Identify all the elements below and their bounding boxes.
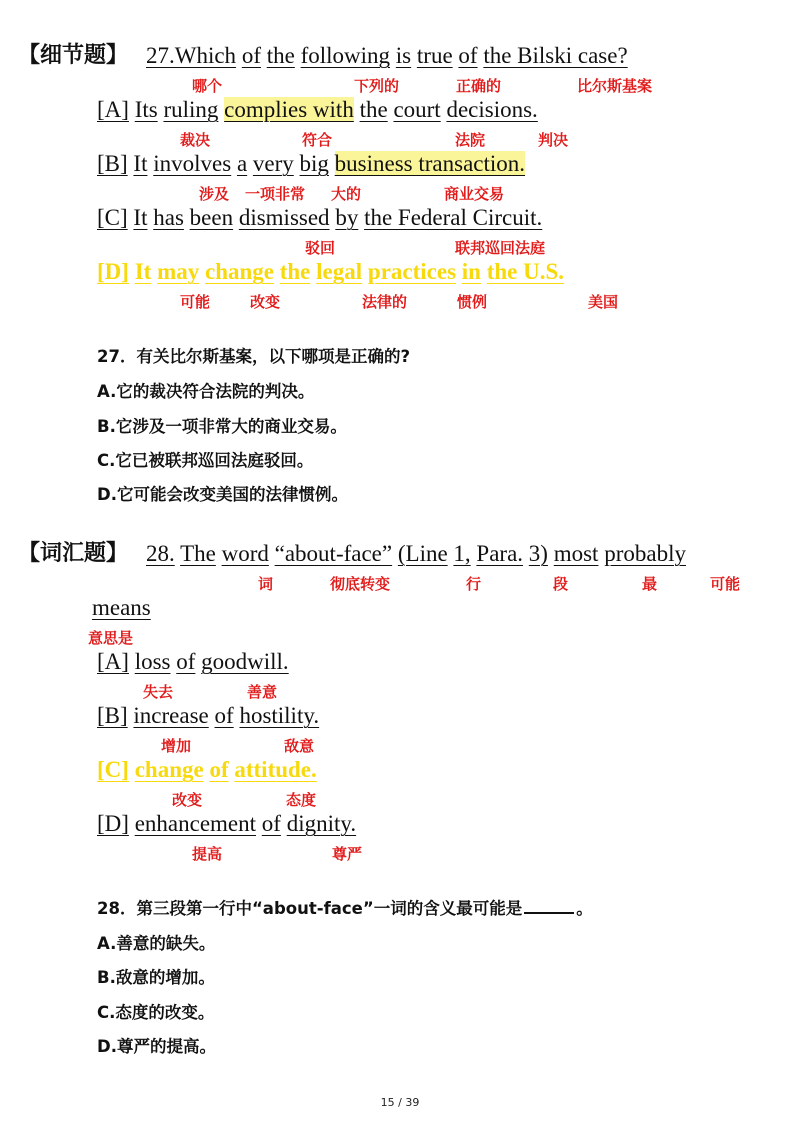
translation-27-option-b: B.它涉及一项非常大的商业交易。	[97, 417, 347, 436]
question-28-stem-continued: means	[92, 595, 151, 620]
word: the Bilski case?	[483, 43, 628, 68]
gloss-note: 态度	[286, 791, 317, 809]
gloss-note: 正确的	[456, 77, 502, 95]
translation-27-title: 27．有关比尔斯基案，以下哪项是正确的?	[97, 347, 411, 366]
gloss-note: 敌意	[284, 737, 315, 755]
translation-27-option-d: D.它可能会改变美国的法律惯例。	[97, 485, 348, 504]
gloss-note: 可能	[710, 575, 741, 593]
option-27-c: [C] It has been dismissed by the Federal Circuit.	[97, 205, 543, 230]
translation-28-option-c: C.态度的改变。	[97, 1003, 215, 1022]
option-27-b: [B] It involves a very big business transaction.	[97, 151, 526, 176]
gloss-note: 裁决	[180, 131, 211, 149]
option-28-b: [B] increase of hostility.	[97, 703, 320, 728]
gloss-note: 最	[642, 575, 658, 593]
option-28-c-correct: [C] change of attitude.	[97, 757, 317, 782]
answer-blank	[524, 898, 574, 914]
gloss-note: 美国	[588, 293, 619, 311]
word: of	[458, 43, 478, 68]
translation-28-option-b: B.敌意的增加。	[97, 968, 215, 987]
gloss-note: 哪个	[192, 77, 223, 95]
question-type-tag-detail: 【细节题】	[18, 43, 129, 68]
gloss-note: 驳回	[305, 239, 336, 257]
option-28-a: [A] loss of goodwill.	[97, 649, 289, 674]
gloss-note: 提高	[192, 845, 223, 863]
gloss-note: 大的	[331, 185, 362, 203]
gloss-note: 可能	[180, 293, 211, 311]
word: true	[416, 43, 453, 68]
question-27-stem	[146, 42, 628, 70]
gloss-note: 失去	[143, 683, 174, 701]
gloss-note: 法院	[455, 131, 486, 149]
word: following	[300, 43, 391, 68]
gloss-note: 词	[258, 575, 274, 593]
gloss-note: 比尔斯基案	[577, 77, 653, 95]
translation-28-title: 28．第三段第一行中“about-face”一词的含义最可能是 。	[97, 899, 593, 918]
gloss-note: 段	[553, 575, 569, 593]
gloss-note: 意思是	[88, 629, 134, 647]
translation-28-option-a: A.善意的缺失。	[97, 934, 216, 953]
highlighted-phrase: complies with	[224, 97, 354, 122]
gloss-note: 法律的	[362, 293, 408, 311]
gloss-note: 增加	[161, 737, 192, 755]
option-28-d: [D] enhancement of dignity.	[97, 811, 357, 836]
gloss-note: 彻底转变	[330, 575, 391, 593]
gloss-note: 商业交易	[444, 185, 505, 203]
translation-27-option-a: A.它的裁决符合法院的判决。	[97, 382, 315, 401]
gloss-note: 行	[466, 575, 482, 593]
word: is	[395, 43, 412, 68]
question-28-stem: 28. The word “about-face” (Line 1, Para. 3) most probably	[146, 541, 686, 566]
option-27-d-correct: [D] It may change the legal practices in the U.S.	[97, 259, 565, 284]
gloss-note: 涉及	[199, 185, 230, 203]
option-27-a: [A] Its ruling complies with the court decisions.	[97, 97, 538, 122]
word: of	[241, 43, 261, 68]
gloss-note: 惯例	[457, 293, 488, 311]
gloss-note: 符合	[302, 131, 333, 149]
page-number: 15 / 39	[380, 1096, 420, 1109]
gloss-note: 一项非常	[245, 185, 306, 203]
question-type-tag-vocabulary: 【词汇题】	[18, 541, 129, 566]
gloss-note: 判决	[538, 131, 569, 149]
word: the	[266, 43, 295, 68]
highlighted-phrase: business transaction.	[334, 151, 526, 176]
gloss-note: 善意	[247, 683, 278, 701]
word: 27.Which	[146, 43, 237, 68]
gloss-note: 尊严	[332, 845, 363, 863]
translation-27-option-c: C.它已被联邦巡回法庭驳回。	[97, 451, 314, 470]
gloss-note: 改变	[172, 791, 203, 809]
translation-28-option-d: D.尊严的提高。	[97, 1037, 216, 1056]
gloss-note: 联邦巡回法庭	[455, 239, 546, 257]
gloss-note: 改变	[250, 293, 281, 311]
gloss-note: 下列的	[354, 77, 400, 95]
